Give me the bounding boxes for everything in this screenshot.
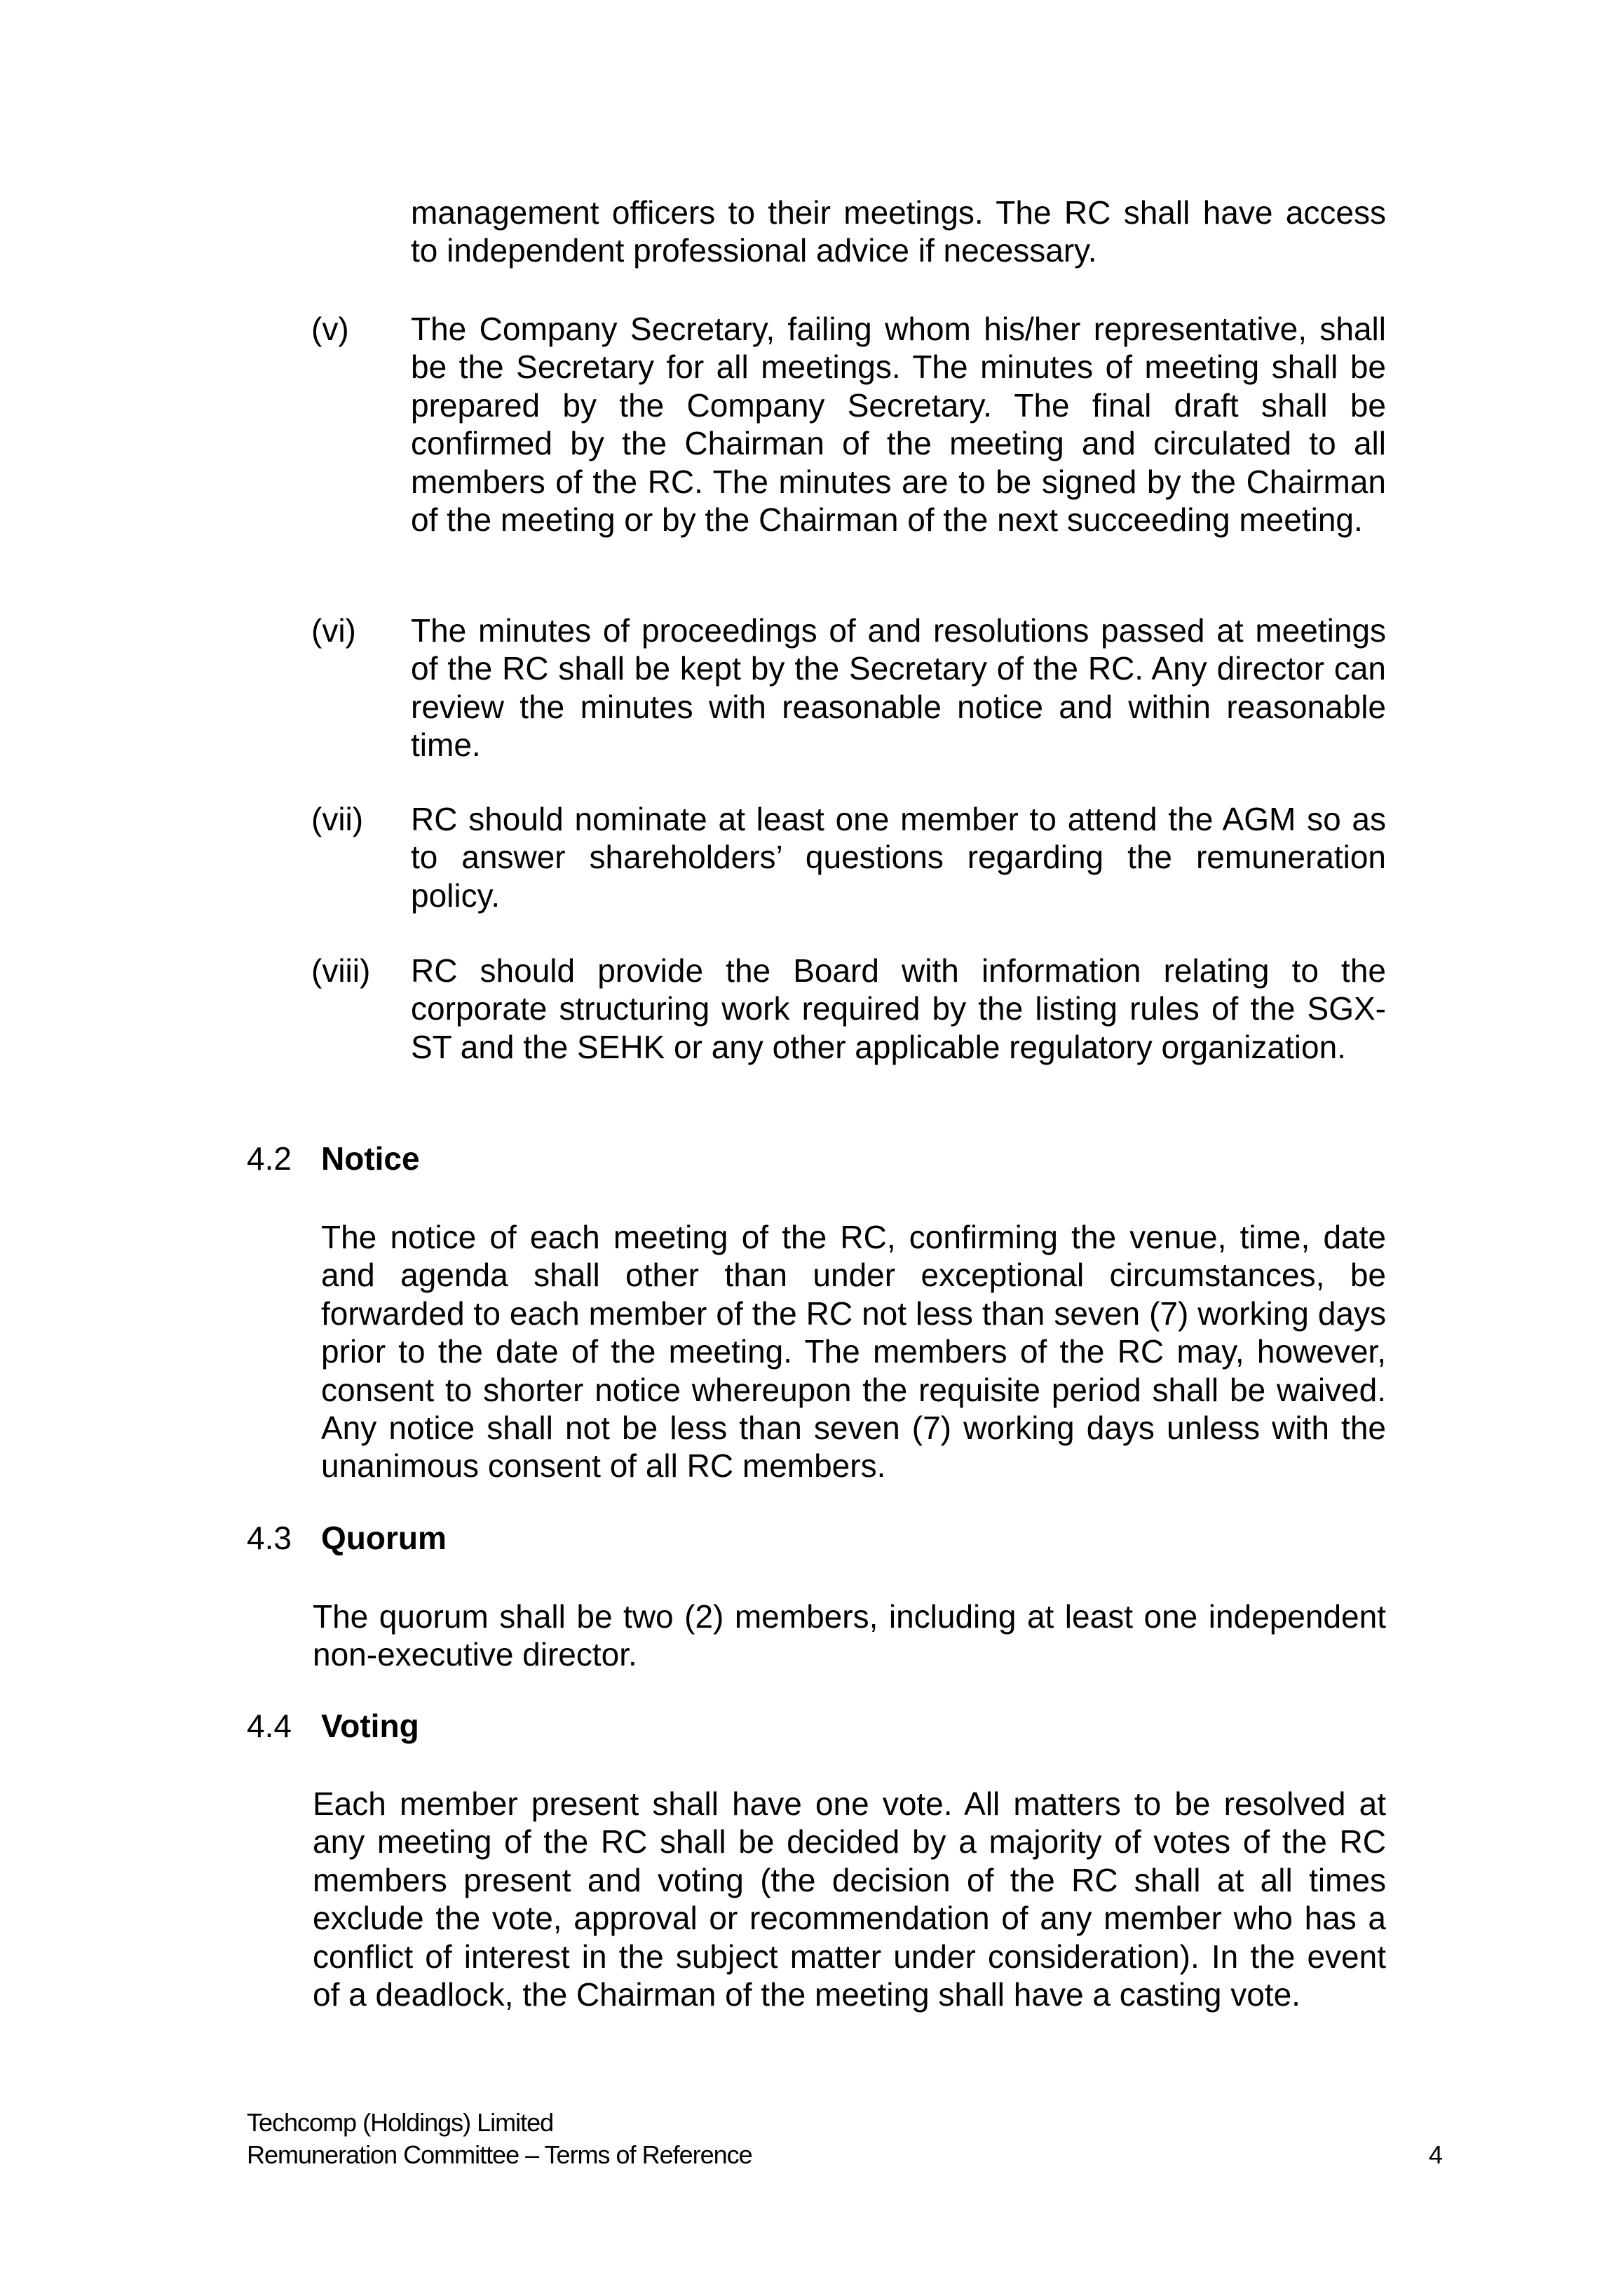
list-item-number: (viii) [311, 952, 371, 989]
quorum-paragraph: The quorum shall be two (2) members, including at least one independent non-executive director. [313, 1598, 1386, 1673]
list-item-number: (vi) [311, 612, 356, 649]
section-number: 4.2 [247, 1140, 292, 1177]
list-item-number: (vii) [311, 801, 364, 837]
list-item-text: The minutes of proceedings of and resolutions passed at meetings of the RC shall be kept by the Secretary of the RC. Any director can review the minutes with reasonable notice and within reasonable time. [411, 612, 1386, 764]
section-heading-voting [247, 1707, 419, 1745]
page-number: 4 [1429, 2140, 1444, 2169]
list-item-text: RC should nominate at least one member to attend the AGM so as to answer shareholders’ questions regarding the remuneration policy. [411, 801, 1386, 914]
section-heading-notice [247, 1140, 420, 1177]
list-item-viii [311, 952, 1386, 1066]
list-item-text: The Company Secretary, failing whom his/her representative, shall be the Secretary for all meetings. The minutes of meeting shall be prepared by the Company Secretary. The final draft shall be confirmed by the Chairman of the meeting and circulated to all members of the RC. The minutes are to be signed by the Chairman of the meeting or by the Chairman of the next succeeding meeting. [411, 311, 1386, 539]
section-title: Notice [321, 1140, 420, 1177]
footer-document-title: Remuneration Committee – Terms of Reference [247, 2140, 752, 2169]
footer-company: Techcomp (Holdings) Limited [247, 2108, 554, 2137]
section-number: 4.4 [247, 1708, 292, 1744]
list-item-number: (v) [311, 311, 349, 347]
notice-paragraph: The notice of each meeting of the RC, confirming the venue, time, date and agenda shall other than under exceptional circumstances, be forwarded to each member of the RC not less than seven (7) working days prior to the date of the meeting. The members of the RC may, however, consent to shorter notice whereupon the requisite period shall be waived. Any notice shall not be less than seven (7) working days unless with the unanimous consent of all RC members. [321, 1219, 1386, 1485]
list-item-vii [311, 800, 1386, 914]
voting-paragraph: Each member present shall have one vote. All matters to be resolved at any meeting of the RC shall be decided by a majority of votes of the RC members present and voting (the decision of the RC shall at all times exclude the vote, approval or recommendation of any member who has a conflict of interest in the subject matter under consideration). In the event of a deadlock, the Chairman of the meeting shall have a casting vote. [313, 1785, 1386, 2013]
continuation-paragraph: management officers to their meetings. The RC shall have access to independent professional advice if necessary. [411, 194, 1386, 269]
section-title: Quorum [321, 1520, 447, 1556]
page-footer [247, 2107, 752, 2171]
list-item-vi [311, 612, 1386, 764]
section-heading-quorum [247, 1519, 447, 1557]
section-title: Voting [321, 1708, 419, 1744]
section-number: 4.3 [247, 1520, 292, 1556]
list-item-text: RC should provide the Board with information relating to the corporate structuring work required by the listing rules of the SGX-ST and the SEHK or any other applicable regulatory organization. [411, 952, 1386, 1065]
list-item-v [311, 310, 1386, 539]
